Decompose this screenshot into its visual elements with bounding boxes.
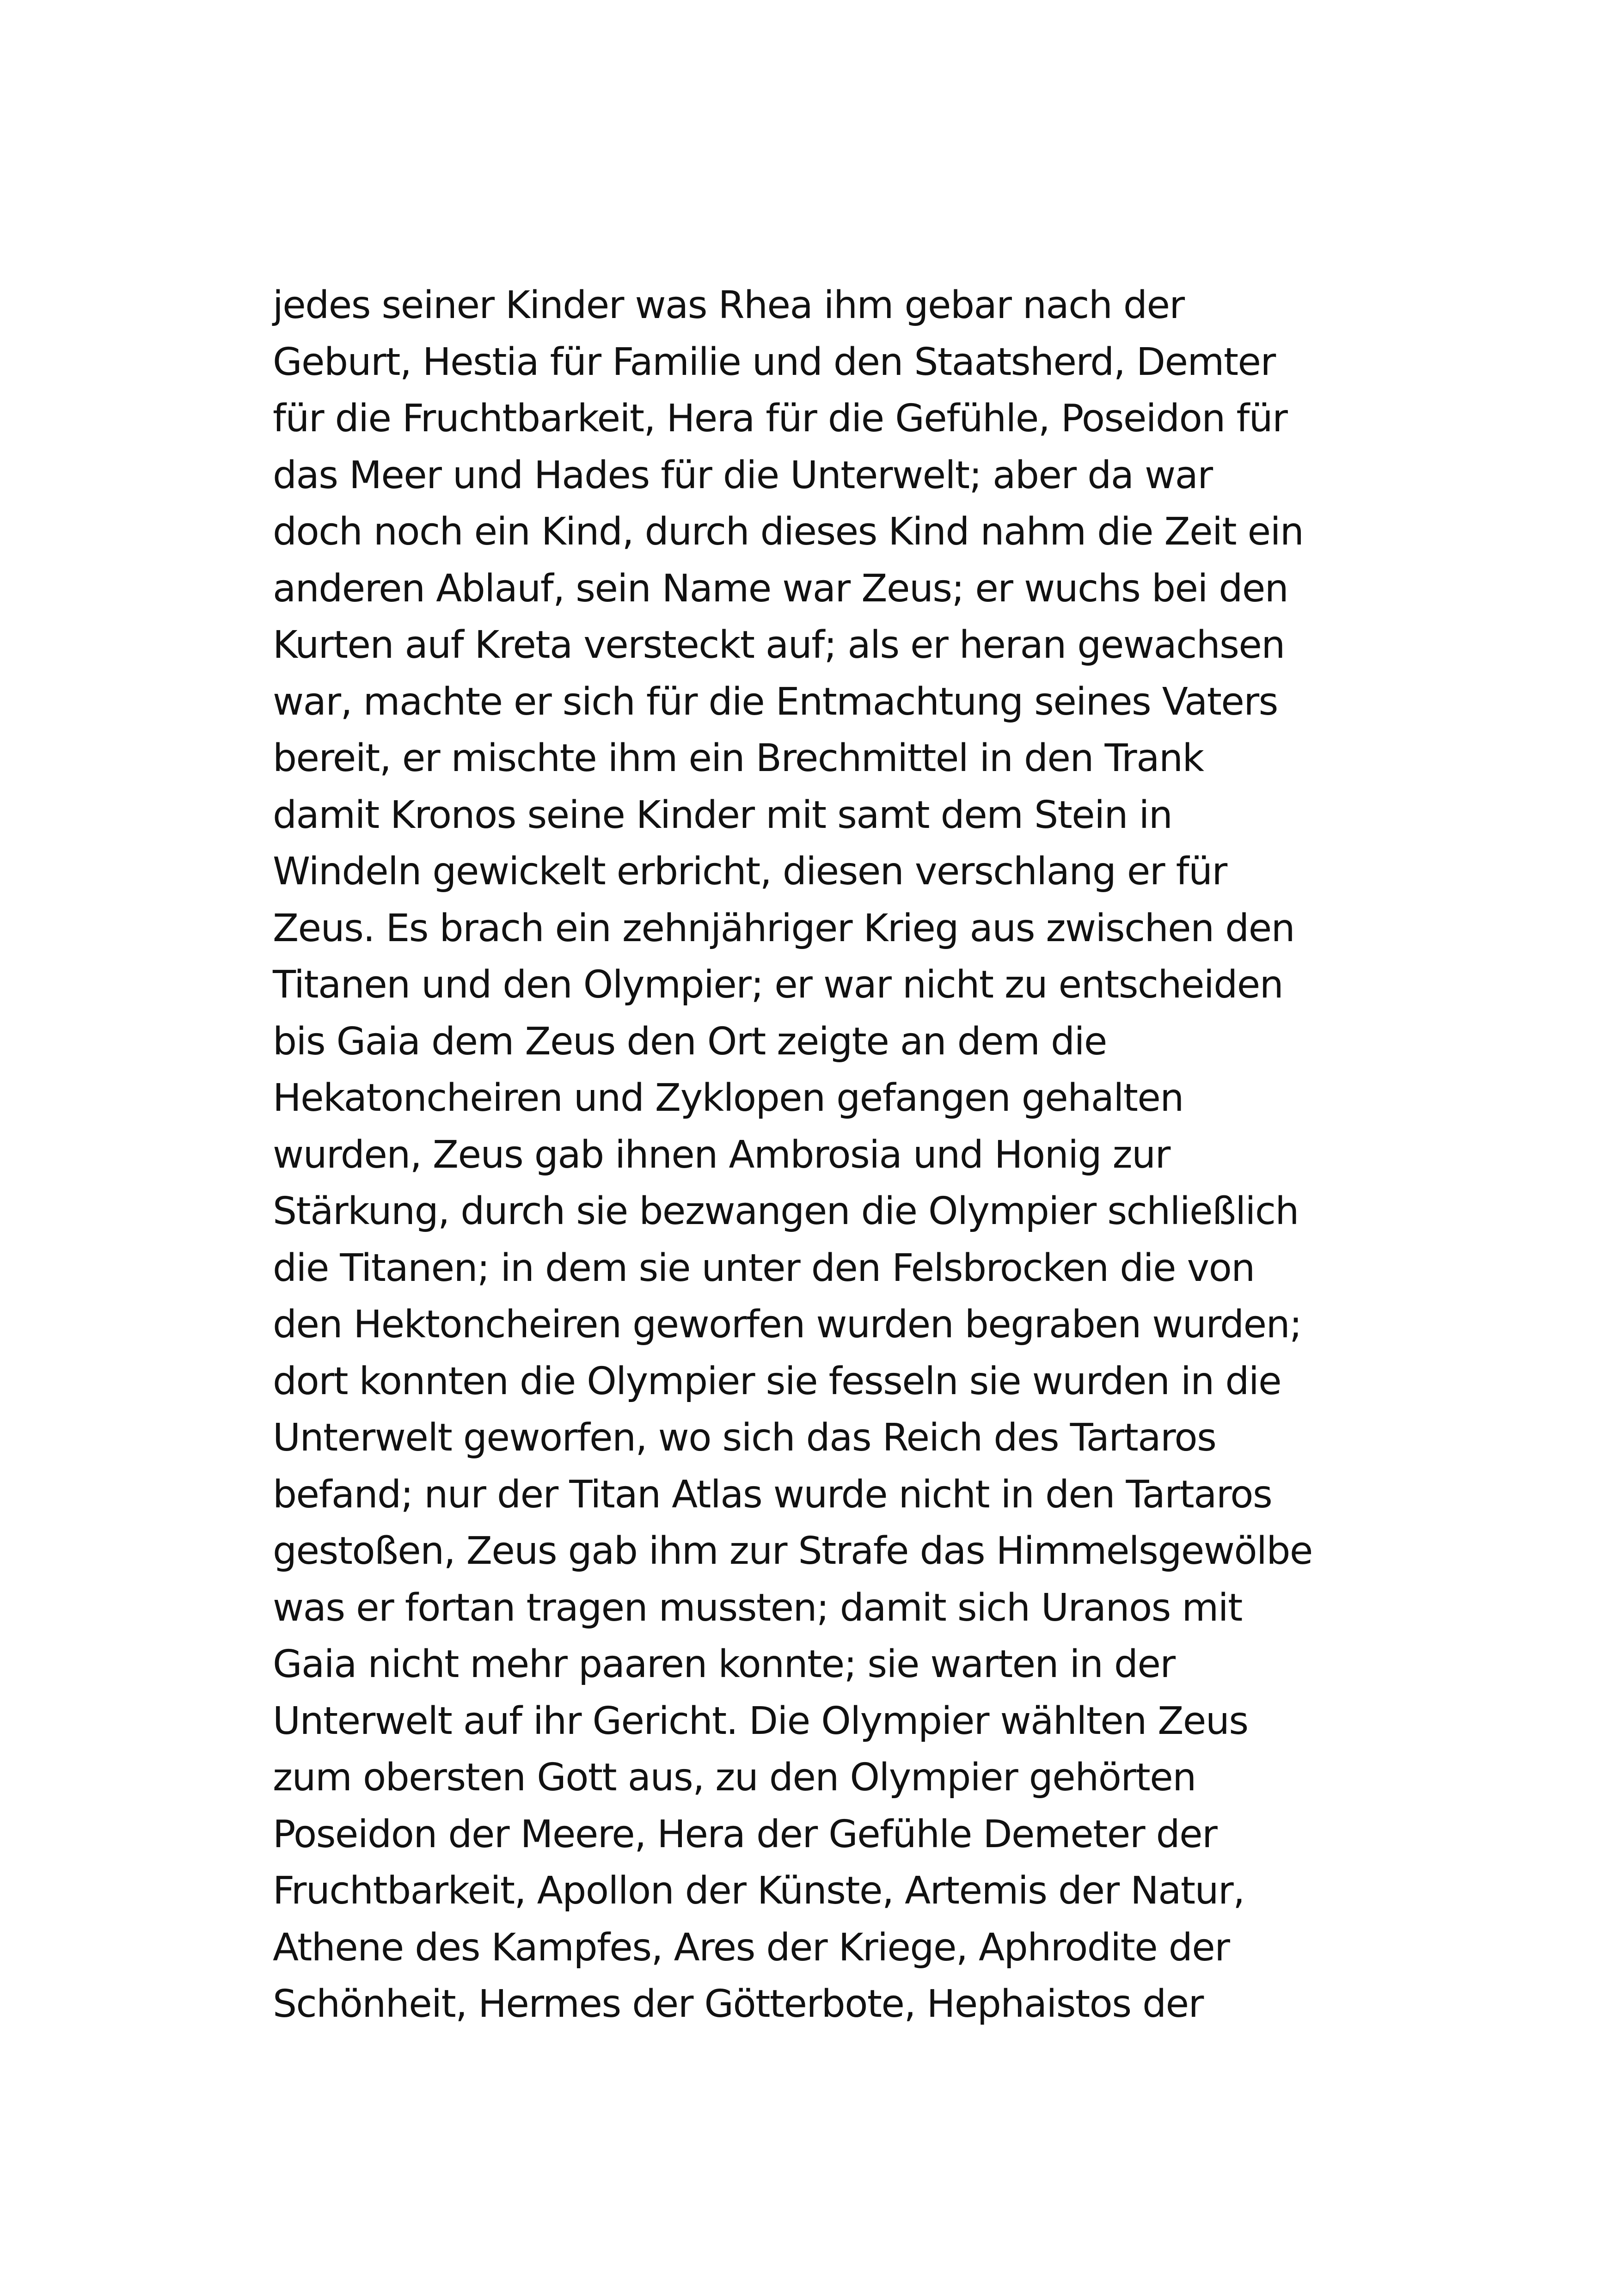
text-line: für die Fruchtbarkeit, Hera für die Gefühle, Poseidon für [273, 397, 1287, 441]
body-text [273, 277, 1391, 2033]
text-line: Titanen und den Olympier; er war nicht zu entscheiden [273, 963, 1283, 1007]
text-line: bereit, er mischte ihm ein Brechmittel in den Trank [273, 736, 1204, 780]
text-line: den Hektoncheiren geworfen wurden begraben wurden; [273, 1303, 1302, 1347]
text-line: Poseidon der Meere, Hera der Gefühle Demeter der [273, 1812, 1217, 1856]
text-line: damit Kronos seine Kinder mit samt dem Stein in [273, 793, 1172, 837]
text-line: Unterwelt geworfen, wo sich das Reich des Tartaros [273, 1416, 1216, 1460]
text-line: die Titanen; in dem sie unter den Felsbrocken die von [273, 1246, 1255, 1290]
text-line: dort konnten die Olympier sie fesseln sie wurden in die [273, 1359, 1281, 1403]
text-line: jedes seiner Kinder was Rhea ihm gebar nach der [273, 283, 1184, 327]
text-line: Gaia nicht mehr paaren konnte; sie warten in der [273, 1642, 1175, 1686]
text-line: bis Gaia dem Zeus den Ort zeigte an dem die [273, 1019, 1107, 1064]
text-line: gestoßen, Zeus gab ihm zur Strafe das Himmelsgewölbe [273, 1529, 1312, 1573]
text-line: Athene des Kampfes, Ares der Kriege, Aphrodite der [273, 1925, 1230, 1970]
text-line: Unterwelt auf ihr Gericht. Die Olympier wählten Zeus [273, 1699, 1248, 1743]
text-line: das Meer und Hades für die Unterwelt; aber da war [273, 453, 1213, 497]
text-line: befand; nur der Titan Atlas wurde nicht in den Tartaros [273, 1472, 1272, 1517]
text-line: doch noch ein Kind, durch dieses Kind nahm die Zeit ein [273, 510, 1304, 554]
text-line: wurden, Zeus gab ihnen Ambrosia und Honig zur [273, 1133, 1170, 1177]
text-line: Schönheit, Hermes der Götterbote, Hephaistos der [273, 1982, 1203, 2026]
text-line: Kurten auf Kreta versteckt auf; als er heran gewachsen [273, 623, 1285, 667]
text-line: Stärkung, durch sie bezwangen die Olympier schließlich [273, 1189, 1299, 1233]
text-line: Zeus. Es brach ein zehnjähriger Krieg aus zwischen den [273, 906, 1295, 950]
text-line: was er fortan tragen mussten; damit sich Uranos mit [273, 1586, 1242, 1630]
text-line: Geburt, Hestia für Familie und den Staatsherd, Demter [273, 340, 1275, 384]
text-line: Windeln gewickelt erbricht, diesen verschlang er für [273, 850, 1227, 894]
text-line: Hekatoncheiren und Zyklopen gefangen gehalten [273, 1076, 1183, 1120]
text-line: anderen Ablauf, sein Name war Zeus; er wuchs bei den [273, 566, 1288, 611]
text-line: war, machte er sich für die Entmachtung seines Vaters [273, 680, 1278, 724]
text-line: zum obersten Gott aus, zu den Olympier gehörten [273, 1756, 1196, 1800]
text-line: Fruchtbarkeit, Apollon der Künste, Artemis der Natur, [273, 1869, 1244, 1913]
